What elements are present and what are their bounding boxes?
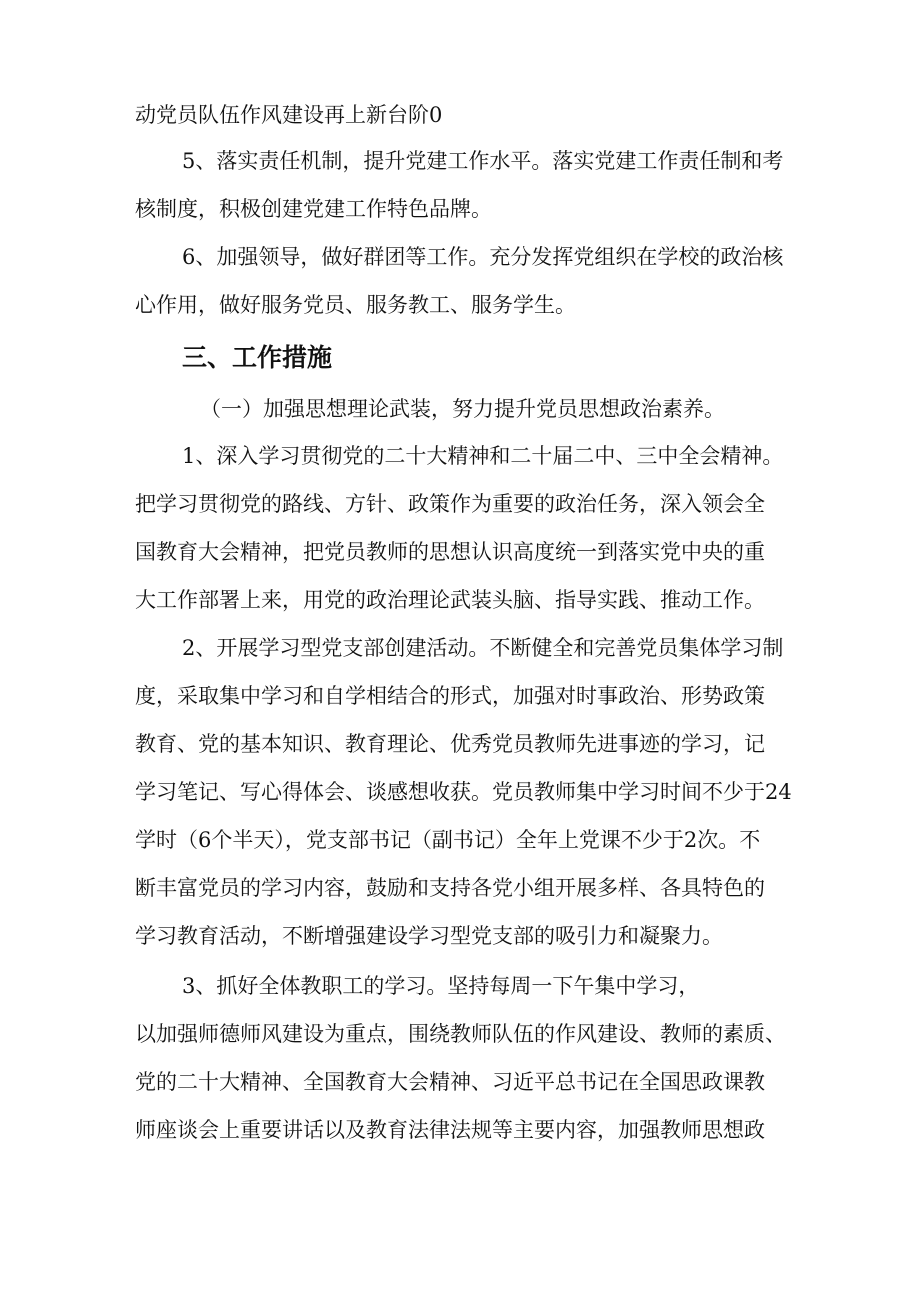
text-line: 动党员队伍作风建设再上新台阶0 (135, 103, 443, 127)
text-line: 2、开展学习型党支部创建活动。不断健全和完善党员集体学习制 (182, 636, 784, 660)
text-line: 5、落实责任机制，提升党建工作水平。落实党建工作责任制和考 (182, 149, 784, 173)
text-line: 学习笔记、写心得体会、谈感想收获。党员教师集中学习时间不少于24 (135, 780, 792, 804)
text-line: 把学习贯彻党的路线、方针、政策作为重要的政治任务，深入领会全 (135, 492, 765, 516)
text-line: 学习教育活动，不断增强建设学习型党支部的吸引力和凝聚力。 (135, 924, 723, 948)
text-line: 度，采取集中学习和自学相结合的形式，加强对时事政治、形势政策 (135, 684, 765, 708)
section-heading: 三、工作措施 (182, 343, 333, 372)
subsection-heading: （一）加强思想理论武装，努力提升党员思想政治素养。 (200, 397, 725, 421)
text-line: 大工作部署上来，用党的政治理论武装头脑、指导实践、推动工作。 (135, 588, 765, 612)
text-line: 断丰富党员的学习内容，鼓励和支持各党小组开展多样、各具特色的 (135, 876, 765, 900)
text-line: 心作用，做好服务党员、服务教工、服务学生。 (135, 293, 576, 317)
text-line: 党的二十大精神、全国教育大会精神、习近平总书记在全国思政课教 (135, 1070, 765, 1094)
text-line: 1、深入学习贯彻党的二十大精神和二十届二中、三中全会精神。 (182, 444, 784, 468)
text-line: 3、抓好全体教职工的学习。坚持每周一下午集中学习， (182, 974, 700, 998)
text-line: 以加强师德师风建设为重点，围绕教师队伍的作风建设、教师的素质、 (135, 1022, 786, 1046)
text-line: 师座谈会上重要讲话以及教育法律法规等主要内容，加强教师思想政 (135, 1118, 765, 1142)
text-line: 学时（6个半天），党支部书记（副书记）全年上党课不少于2次。不 (135, 828, 761, 852)
text-line: 核制度，积极创建党建工作特色品牌。 (135, 197, 492, 221)
text-line: 教育、党的基本知识、教育理论、优秀党员教师先进事迹的学习，记 (135, 732, 765, 756)
text-line: 6、加强领导，做好群团等工作。充分发挥党组织在学校的政治核 (182, 245, 784, 269)
text-line: 国教育大会精神，把党员教师的思想认识高度统一到落实党中央的重 (135, 540, 765, 564)
